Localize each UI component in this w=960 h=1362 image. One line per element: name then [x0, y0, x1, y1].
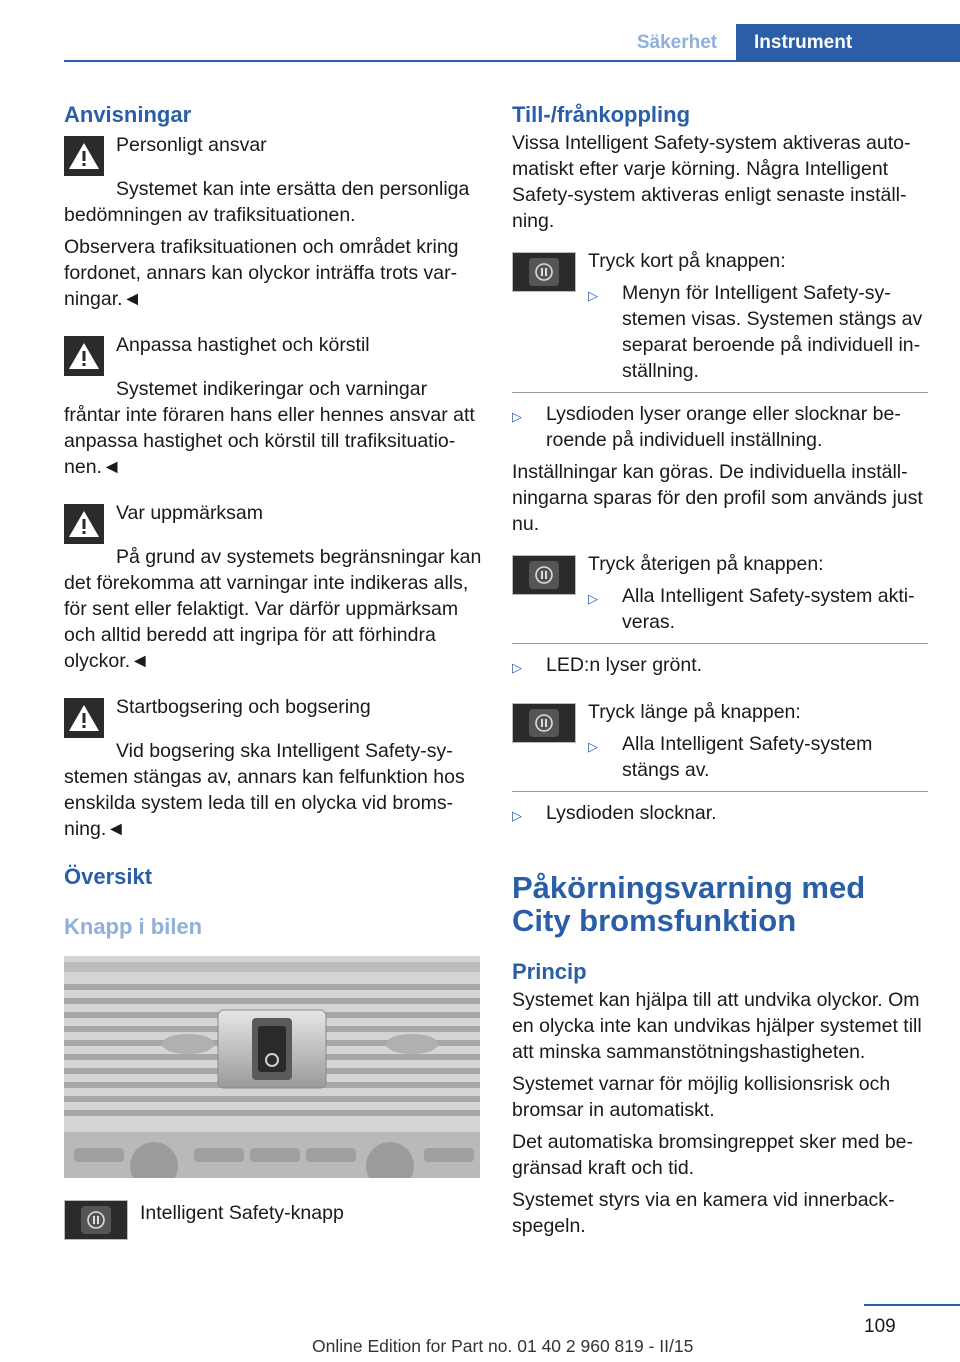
- press-again-text: Tryck återigen på knappen:: [588, 553, 824, 575]
- warning-body: Systemet indikeringar och varningar fråntar inte föraren hans eller hennes ansvar att anpassa hastighet och körstil till trafiksituationen.◄: [64, 378, 475, 478]
- principle-heading: Princip: [512, 959, 587, 984]
- intelligent-safety-button-icon: [512, 555, 576, 595]
- list-item-text: LED:n lyser grönt.: [546, 654, 703, 676]
- footer-rule: [864, 1304, 960, 1306]
- notes-heading: Anvisningar: [64, 102, 192, 127]
- press-short-text: Tryck kort på knappen:: [588, 250, 786, 272]
- press-short-row: [512, 248, 928, 384]
- dashboard-button-photo: [64, 956, 480, 1178]
- header-section-tab: Säkerhet: [636, 32, 718, 53]
- intelligent-safety-button-icon: [512, 703, 576, 743]
- list-item: [588, 583, 928, 635]
- warning-title: Personligt ansvar: [116, 134, 267, 156]
- press-again-row: [512, 551, 928, 635]
- triangle-bullet-icon: ▷: [588, 591, 598, 606]
- warning-body: På grund av systemets begränsningar kan det förekomma att varningar inte indikeras alls, för sent eller felaktigt. Var därför uppmärksam och alltid beredd att ingripa för att förhindra olyckor.◄: [64, 546, 482, 672]
- onoff-heading: Till-/frånkoppling: [512, 102, 691, 127]
- press-long-text: Tryck länge på knappen:: [588, 701, 801, 723]
- list-item: [588, 280, 928, 384]
- triangle-bullet-icon: ▷: [588, 288, 598, 303]
- warning-body-extra: Observera trafiksituationen och området kring fordonet, annars kan olyckor inträffa trots varningar.◄: [64, 236, 459, 310]
- triangle-bullet-icon: ▷: [512, 660, 522, 675]
- button-caption-row: [64, 1196, 482, 1240]
- intelligent-safety-button-icon: [64, 1200, 128, 1240]
- list-item: [512, 652, 928, 681]
- warning-body: Systemet kan inte ersätta den personliga bedömningen av trafiksituationen.: [64, 178, 470, 226]
- warning-adapt-speed: [64, 334, 482, 480]
- triangle-bullet-icon: ▷: [588, 739, 598, 754]
- settings-text: Inställningar kan göras. De individuella inställningarna sparas för den profil som används just nu.: [512, 461, 923, 535]
- warning-triangle-icon: [64, 504, 104, 544]
- triangle-bullet-icon: ▷: [512, 409, 522, 424]
- press-long-row: [512, 699, 928, 783]
- principle-paragraph-2: Systemet varnar för möjlig kollisionsrisk och bromsar in automatiskt.: [512, 1073, 891, 1121]
- header-chapter-tab: Instrument: [736, 24, 960, 62]
- page-number: 109: [864, 1316, 896, 1337]
- intelligent-safety-button-icon: [512, 252, 576, 292]
- header-rule: [64, 60, 960, 62]
- onoff-intro: Vissa Intelligent Safety-system aktiveras automatiskt efter varje körning. Några Intelligent Safety-system aktiveras enligt senaste inställning.: [512, 132, 911, 232]
- divider: [512, 392, 928, 393]
- warning-body: Vid bogsering ska Intelligent Safety-systemen stängas av, annars kan felfunktion hos enskilda system leda till en olycka vid bromsning.◄: [64, 740, 465, 840]
- warning-triangle-icon: [64, 136, 104, 176]
- principle-paragraph-1: Systemet kan hjälpa till att undvika olyckor. Om en olycka inte kan undvikas hjälper systemet till att minska sammanstötningshastigheten.: [512, 989, 922, 1063]
- principle-paragraph-4: Systemet styrs via en kamera vid innerbackspegeln.: [512, 1189, 895, 1237]
- right-column: [512, 100, 928, 1245]
- divider: [512, 643, 928, 644]
- collision-warning-heading: Påkörningsvarning med City bromsfunktion: [512, 870, 866, 938]
- list-item: [512, 800, 928, 829]
- warning-triangle-icon: [64, 698, 104, 738]
- list-item-text: Lysdioden slocknar.: [546, 802, 717, 824]
- list-item-text: Alla Intelligent Safety-system aktiveras.: [622, 585, 915, 633]
- triangle-bullet-icon: ▷: [512, 808, 522, 823]
- edition-note: Online Edition for Part no. 01 40 2 960 819 - II/15: [312, 1336, 694, 1356]
- warning-title: Startbogsering och bogsering: [116, 696, 371, 718]
- list-item-text: Alla Intelligent Safety-system stängs av.: [622, 733, 873, 781]
- divider: [512, 791, 928, 792]
- list-item: [588, 731, 928, 783]
- button-caption: Intelligent Safety-knapp: [140, 1202, 344, 1224]
- warning-title: Var uppmärksam: [116, 502, 264, 524]
- list-item-text: Lysdioden lyser orange eller slocknar beroende på individuell inställning.: [546, 403, 901, 451]
- left-column: [64, 100, 482, 1240]
- warning-title: Anpassa hastighet och körstil: [116, 334, 370, 356]
- warning-be-attentive: [64, 502, 482, 674]
- button-in-car-heading: Knapp i bilen: [64, 914, 203, 939]
- warning-triangle-icon: [64, 336, 104, 376]
- principle-paragraph-3: Det automatiska bromsingreppet sker med begränsad kraft och tid.: [512, 1131, 914, 1179]
- warning-personal-responsibility: [64, 134, 482, 312]
- overview-heading: Översikt: [64, 864, 153, 889]
- list-item: [512, 401, 928, 453]
- list-item-text: Menyn för Intelligent Safety-systemen visas. Systemen stängs av separat beroende på individuell inställning.: [622, 282, 923, 382]
- warning-towing: [64, 696, 482, 842]
